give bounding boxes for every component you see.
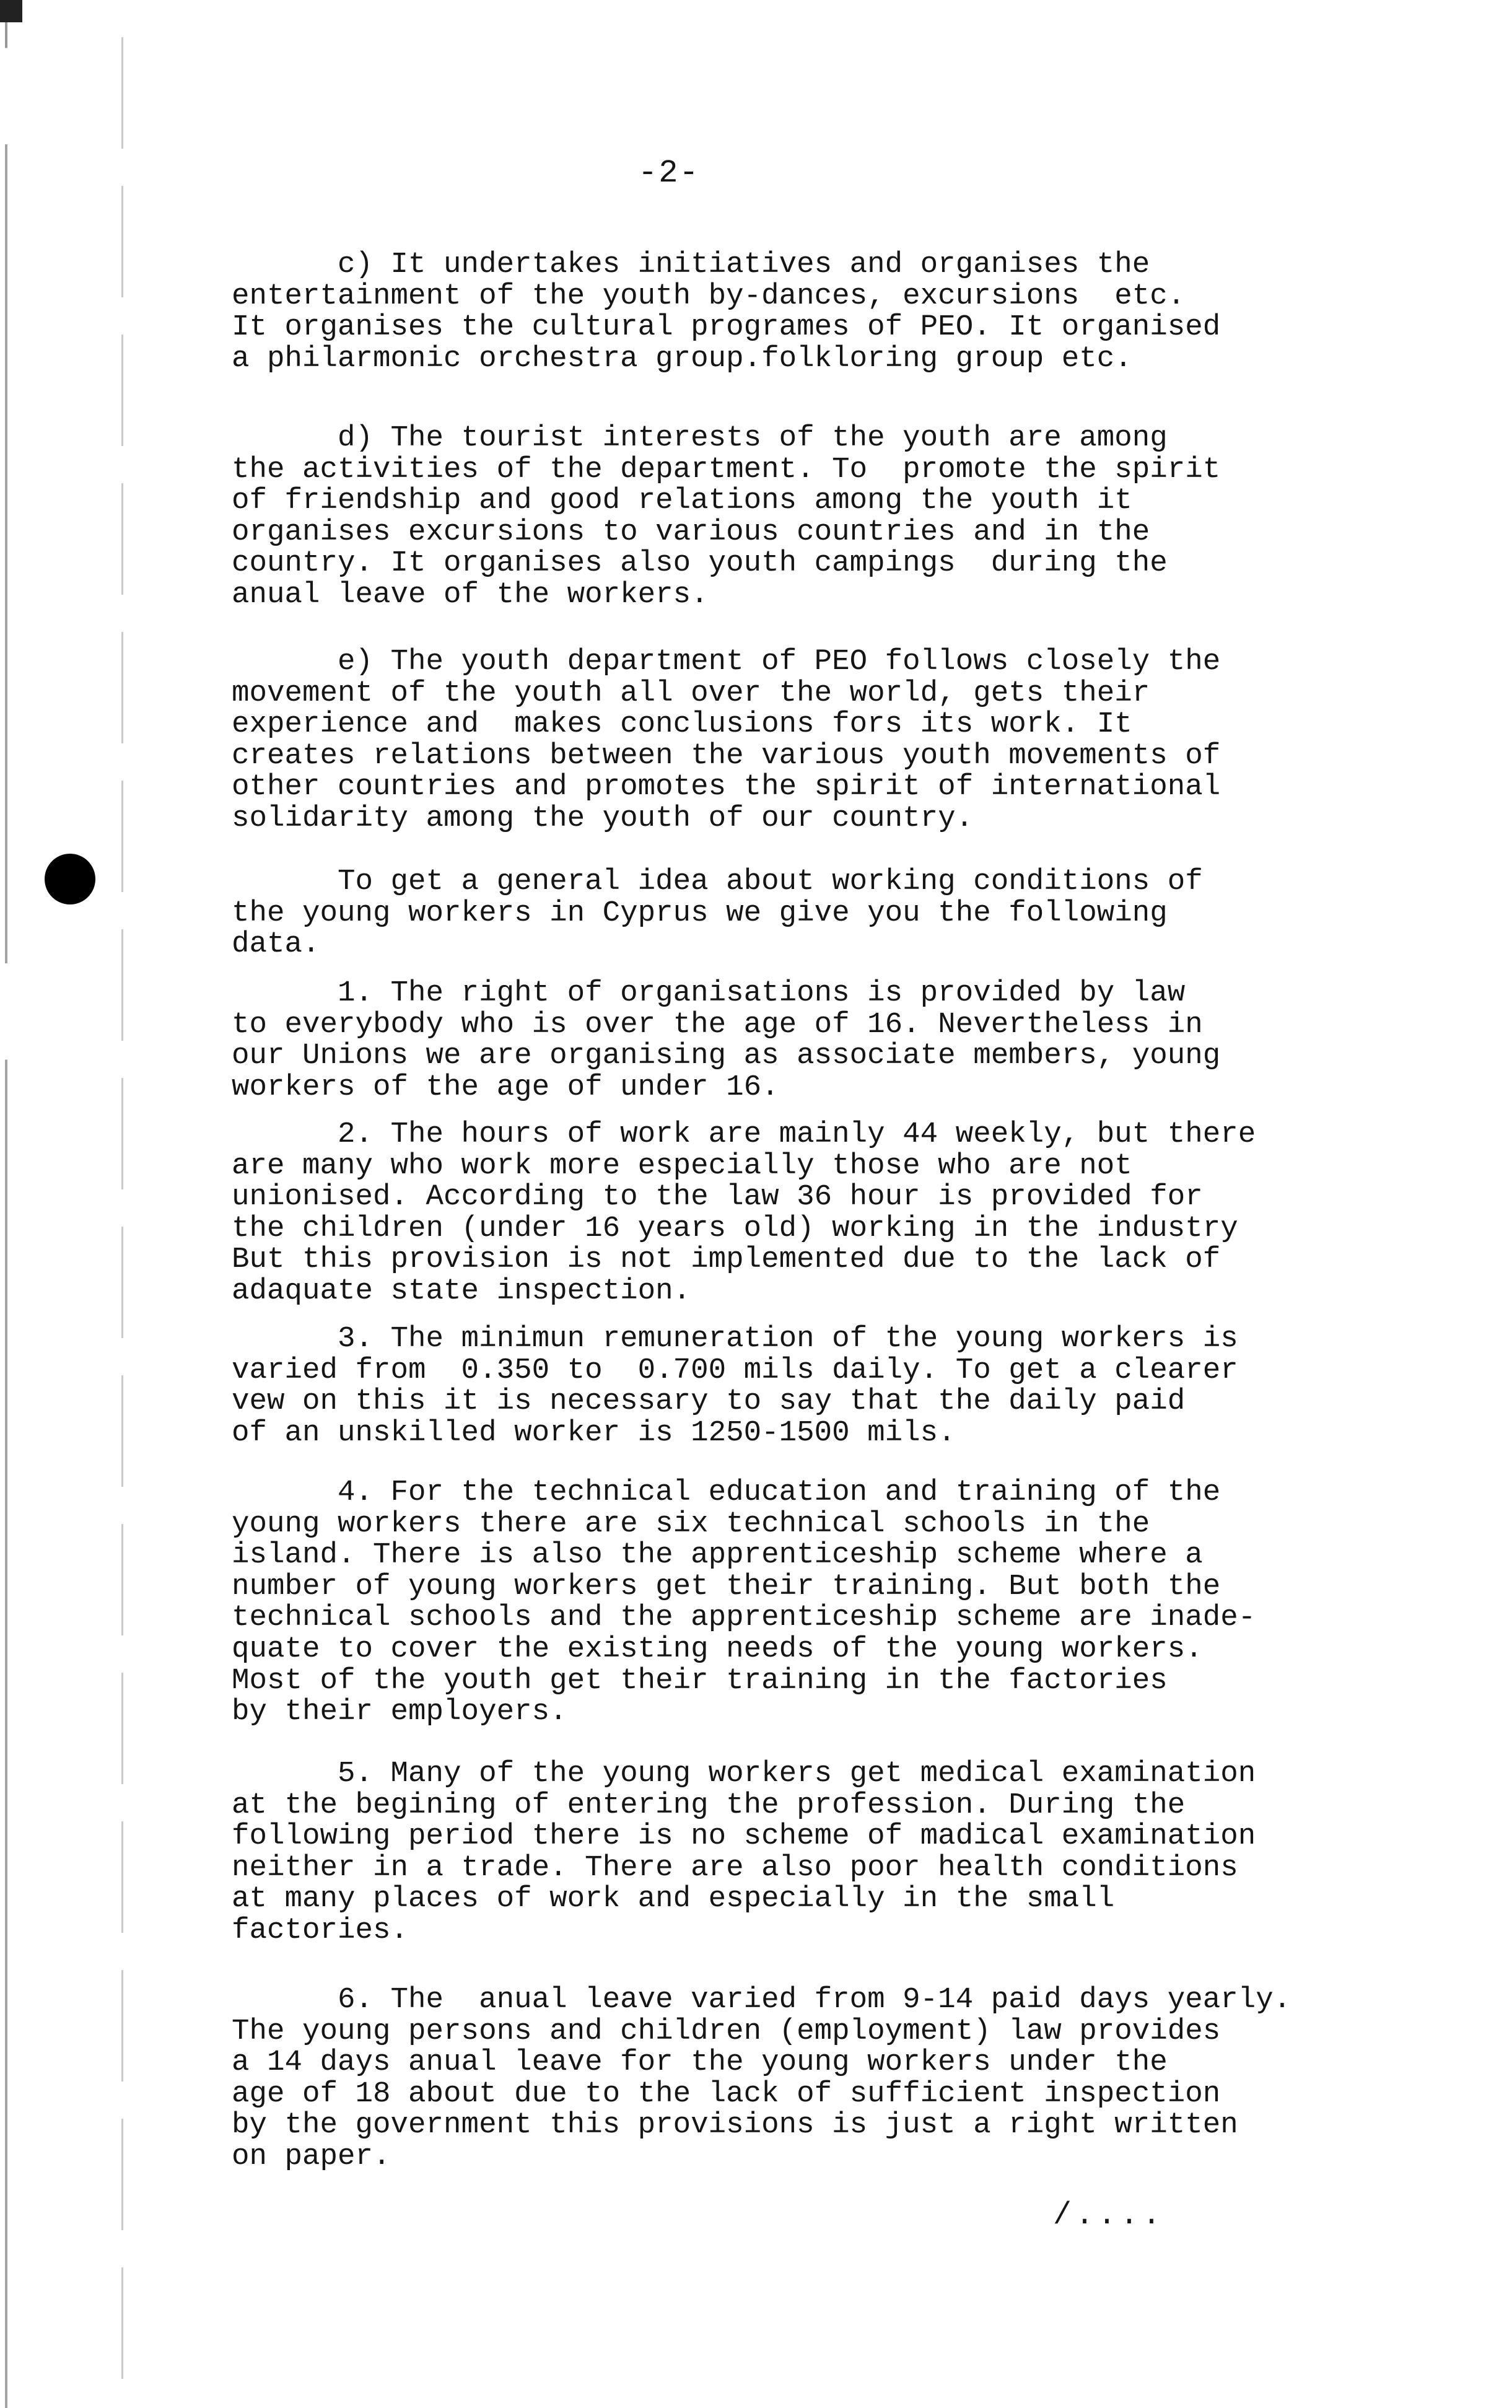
paragraph-2-hours-of-work: 2. The hours of work are mainly 44 weekly, but there are many who work more especially those who are not unionised. According to the law 36 hour is provided for the children (under 16 years old) working in the industry But this provision is not implemented due to the lack of adaquate state inspection. [232,1118,1256,1308]
paragraph-4-technical-education: 4. For the technical education and training of the young workers there are six technical schools in the island. There is also the apprenticeship scheme where a number of young workers get their training. But both the technical schools and the apprenticeship scheme are inade- quate to cover the existing needs of the young workers. Most of the youth get their training in the factories by their employers. [232,1476,1256,1729]
paragraph-5-medical-examination: 5. Many of the young workers get medical examination at the begining of entering the profession. During the following period there is no scheme of madical examination neither in a trade. There are also poor health conditions at many places of work and especially in the small factories. [232,1757,1256,1947]
paragraph-3-minimum-remuneration: 3. The minimun remuneration of the young workers is varied from 0.350 to 0.700 mils daily. To get a clearer vew on this it is necessary to say that the daily paid of an unskilled worker is 1250-1500 mils. [232,1322,1238,1450]
page-number: -2- [638,155,700,191]
corner-staple-mark [0,0,22,22]
continuation-mark: /.... [1053,2198,1165,2233]
paragraph-c-entertainment: c) It undertakes initiatives and organises the entertainment of the youth by-dances, excursions etc. It organises the cultural programes of PEO. It organised a philarmonic orchestra group.folkloring group etc. [232,248,1221,375]
paragraph-1-right-of-organisation: 1. The right of organisations is provided by law to everybody who is over the age of 16. Nevertheless in our Unions we are organising as associate members, young workers of the age of under 16. [232,976,1221,1104]
paragraph-e-youth-department: e) The youth department of PEO follows closely the movement of the youth all over the world, gets their experience and makes conclusions fors its work. It creates relations between the various youth movements of other countries and promotes the spirit of international solidarity among the youth of our country. [232,645,1221,835]
hole-punch-mark [45,854,95,904]
paragraph-6-annual-leave: 6. The anual leave varied from 9-14 paid days yearly. The young persons and children (employment) law provides a 14 days anual leave for the young workers under the age of 18 about due to the lack of sufficient inspection by the government this provisions is just a right written on paper. [232,1983,1291,2173]
margin-rule-line [121,37,123,2408]
paragraph-d-tourist-interests: d) The tourist interests of the youth are among the activities of the department. To promote the spirit of friendship and good relations among the youth it organises excursions to various countries and in the country. It organises also youth campings during the anual leave of the workers. [232,421,1221,611]
binding-edge-line [5,0,7,2408]
paragraph-intro-working-conditions: To get a general idea about working conditions of the young workers in Cyprus we give you the following data. [232,865,1203,961]
